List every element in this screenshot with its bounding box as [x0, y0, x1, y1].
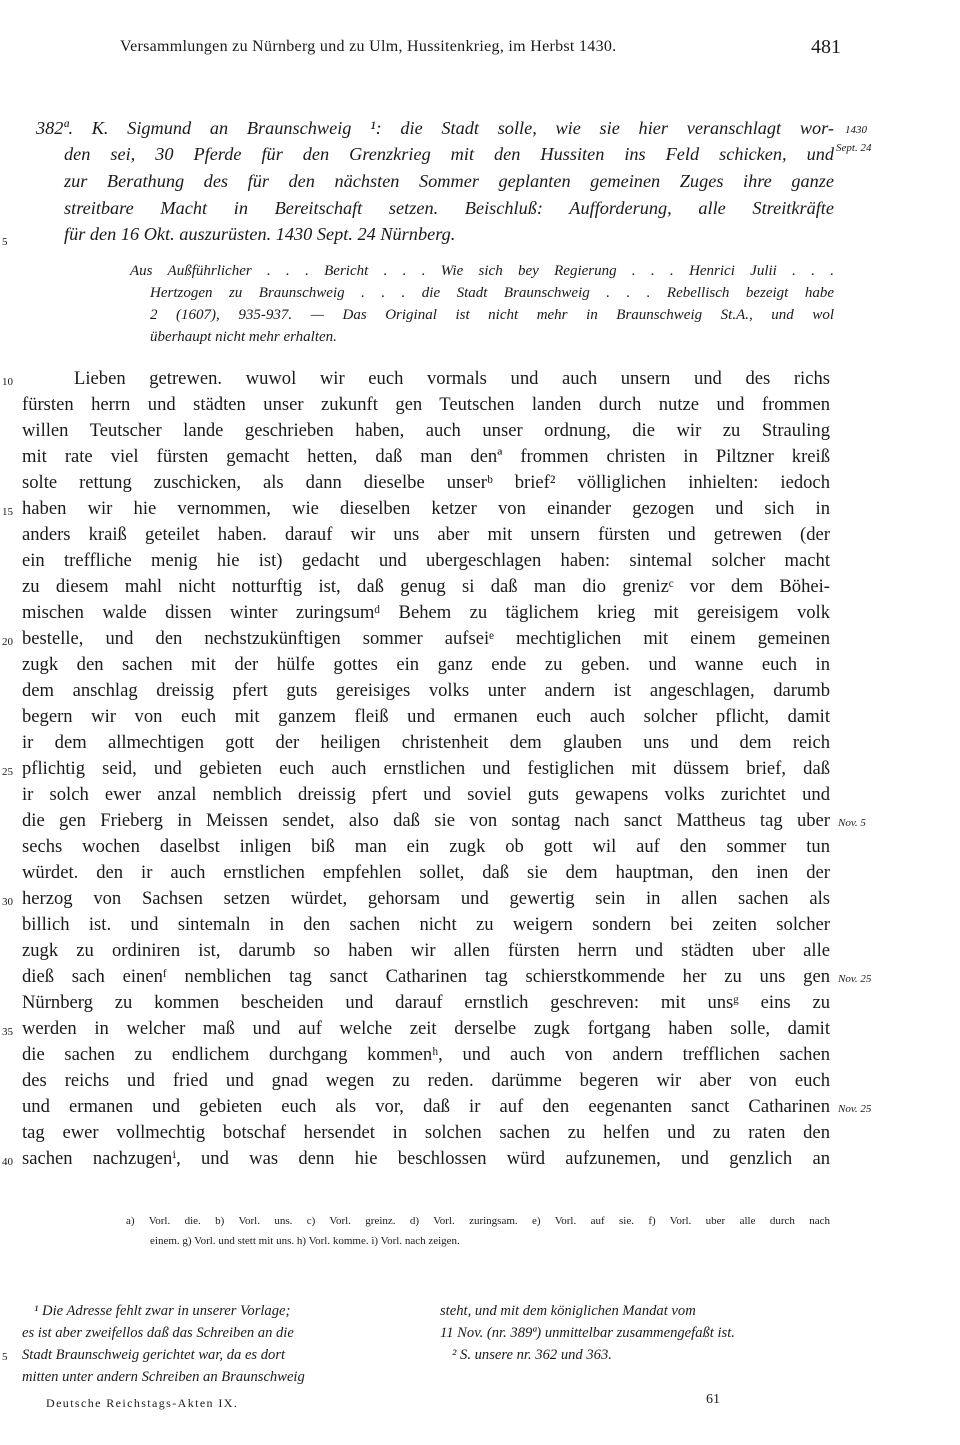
body-line: ir solch ewer anzal nemblich dreissig pfert und soviel guts gewapens volks zurichtet und — [22, 784, 830, 805]
footnote-line: mitten unter andern Schreiben an Braunschweig — [22, 1369, 305, 1385]
body-line: ir dem allmechtigen gott der heiligen christenheit dem glauben uns und dem reich — [22, 732, 830, 753]
body-line: pflichtig seid, und gebieten euch auch ernstlichen und festiglichen mit düssem brief, daß — [22, 758, 830, 779]
footnote-line: ² S. unsere nr. 362 und 363. — [452, 1347, 612, 1363]
body-line: dem anschlag dreissig pfert guts gereisiges volks unter andern ist angeschlagen, darumb — [22, 680, 830, 701]
body-line: und ermanen und gebieten euch als vor, daß ir auf den eegenanten sanct Catharinen — [22, 1096, 830, 1117]
body-line: haben wir hie vernommen, wie dieselben ketzer von einander gezogen und sich in — [22, 498, 830, 519]
regest-line: für den 16 Okt. auszurüsten. 1430 Sept. 24 Nürnberg. — [64, 224, 456, 244]
margin-date: Nov. 5 — [838, 817, 866, 829]
body-line: Nürnberg zu kommen bescheiden und darauf ernstlich geschreven: mit unsᵍ eins zu — [22, 992, 830, 1013]
line-number: 15 — [2, 506, 13, 518]
body-line: billich ist. und sintemaln in den sachen nicht zu weigern sondern bei zeiten solcher — [22, 914, 830, 935]
source-line: 2 (1607), 935-937. — Das Original ist nicht mehr in Braunschweig St.A., und wol — [150, 307, 834, 323]
footnote-line-number: 5 — [2, 1351, 8, 1363]
body-line: zugk den sachen mit der hülfe gottes ein ganz ende zu geben. und wanne euch in — [22, 654, 830, 675]
regest-line: zur Berathung des für den nächsten Sommer geplanten gemeinen Zuges ihre ganze — [64, 171, 834, 191]
line-number: 25 — [2, 766, 13, 778]
running-header: Versammlungen zu Nürnberg und zu Ulm, Hussitenkrieg, im Herbst 1430. — [120, 38, 617, 55]
body-line: dieß sach einenᶠ nemblichen tag sanct Catharinen tag schierstkommende her zu uns gen — [22, 966, 830, 987]
margin-date: Nov. 25 — [838, 1103, 872, 1115]
body-line: werden in welcher maß und auf welche zeit derselbe zugk fortgang haben solle, damit — [22, 1018, 830, 1039]
line-number: 35 — [2, 1026, 13, 1038]
regest-line: den sei, 30 Pferde für den Grenzkrieg mit den Hussiten ins Feld schicken, und — [64, 144, 834, 164]
body-line: zugk zu ordiniren ist, darumb so haben wir allen fürsten herrn und städten uber alle — [22, 940, 830, 961]
footnote-line: ¹ Die Adresse fehlt zwar in unserer Vorlage; — [34, 1303, 291, 1319]
source-line: Hertzogen zu Braunschweig . . . die Stadt Braunschweig . . . Rebellisch bezeigt habe — [150, 285, 834, 301]
margin-date-year: 1430 — [845, 124, 867, 136]
margin-date-day: Sept. 24 — [836, 142, 872, 154]
body-line: zu diesem mahl nicht notturftig ist, daß genug si daß man dio grenizᶜ vor dem Böhei- — [22, 576, 830, 597]
series-title: Deutsche Reichstags-Akten IX. — [46, 1396, 239, 1410]
body-line: sechs wochen daselbst inligen biß man ein zugk ob gott wil auf den sommer tun — [22, 836, 830, 857]
note-line: a) Vorl. die. b) Vorl. uns. c) Vorl. greinz. d) Vorl. zuringsam. e) Vorl. auf sie. f) Vorl. uber alle durch nach — [126, 1215, 830, 1227]
line-number: 30 — [2, 896, 13, 908]
line-number: 20 — [2, 636, 13, 648]
regest-line: 382ª. K. Sigmund an Braunschweig ¹: die Stadt solle, wie sie hier veranschlagt wor- — [36, 118, 834, 138]
note-line: einem. g) Vorl. und stett mit uns. h) Vorl. komme. i) Vorl. nach zeigen. — [150, 1235, 460, 1247]
line-number: 10 — [2, 376, 13, 388]
margin-date: Nov. 25 — [838, 973, 872, 985]
footnote-line: 11 Nov. (nr. 389ª) unmittelbar zusammengefaßt ist. — [440, 1325, 735, 1341]
footnote-line: Stadt Braunschweig gerichtet war, da es dort — [22, 1347, 286, 1363]
body-line: bestelle, und den nechstzukünftigen sommer aufseiᵉ mechtiglichen mit einem gemeinen — [22, 628, 830, 649]
body-line: Lieben getrewen. wuwol wir euch vormals und auch unsern und des richs — [74, 368, 830, 389]
body-line: herzog von Sachsen setzen würdet, gehorsam und gewertig sein in allen sachen als — [22, 888, 830, 909]
body-line: solte rettung zuschicken, als dann dieselbe unserᵇ brief² völliglichen inhielten: iedoch — [22, 472, 830, 493]
body-line: willen Teutscher lande geschrieben haben, auch unser ordnung, die wir zu Strauling — [22, 420, 830, 441]
body-line: mit rate viel fürsten gemacht hetten, daß man denª frommen christen in Piltzner kreiß — [22, 446, 830, 467]
line-number: 40 — [2, 1156, 13, 1168]
source-line: Aus Außführlicher . . . Bericht . . . Wie sich bey Regierung . . . Henrici Julii . . . — [130, 263, 834, 279]
body-line: sachen nachzugenⁱ, und was denn hie beschlossen würd aufzunemen, und genzlich an — [22, 1148, 830, 1169]
body-line: des reichs und fried und gnad wegen zu reden. darümme begeren wir aber von euch — [22, 1070, 830, 1091]
body-line: die sachen zu endlichem durchgang kommenʰ, und auch von andern trefflichen sachen — [22, 1044, 830, 1065]
regest-line: streitbare Macht in Bereitschaft setzen. Beischluß: Aufforderung, alle Streitkräfte — [64, 198, 834, 218]
body-line: anders kraiß geteilet haben. darauf wir uns aber mit unsern fürsten und getrewen (der — [22, 524, 830, 545]
page-number: 481 — [811, 36, 841, 58]
body-line: begern wir von euch mit ganzem fleiß und ermanen euch auch solcher pflicht, damit — [22, 706, 830, 727]
body-line: fürsten herrn und städten unser zukunft gen Teutschen landen durch nutze und frommen — [22, 394, 830, 415]
sheet-signature: 61 — [706, 1392, 720, 1407]
body-line: mischen walde dissen winter zuringsumᵈ Behem zu täglichem krieg mit gereisigem volk — [22, 602, 830, 623]
body-line: die gen Frieberg in Meissen sendet, also daß sie von sontag nach sanct Mattheus tag uber — [22, 810, 830, 831]
body-line: würdet. den ir auch ernstlichen empfehlen sollet, daß sie dem hauptman, den inen der — [22, 862, 830, 883]
footnote-line: steht, und mit dem königlichen Mandat vom — [440, 1303, 696, 1319]
footnote-line: es ist aber zweifellos daß das Schreiben an die — [22, 1325, 294, 1341]
body-line: ein treffliche menig hie ist) gedacht und ubergeschlagen haben: sintemal solcher macht — [22, 550, 830, 571]
source-line: überhaupt nicht mehr erhalten. — [150, 329, 337, 345]
line-number: 5 — [2, 236, 8, 248]
body-line: tag ewer vollmechtig botschaf hersendet in solchen sachen zu helfen und zu raten den — [22, 1122, 830, 1143]
